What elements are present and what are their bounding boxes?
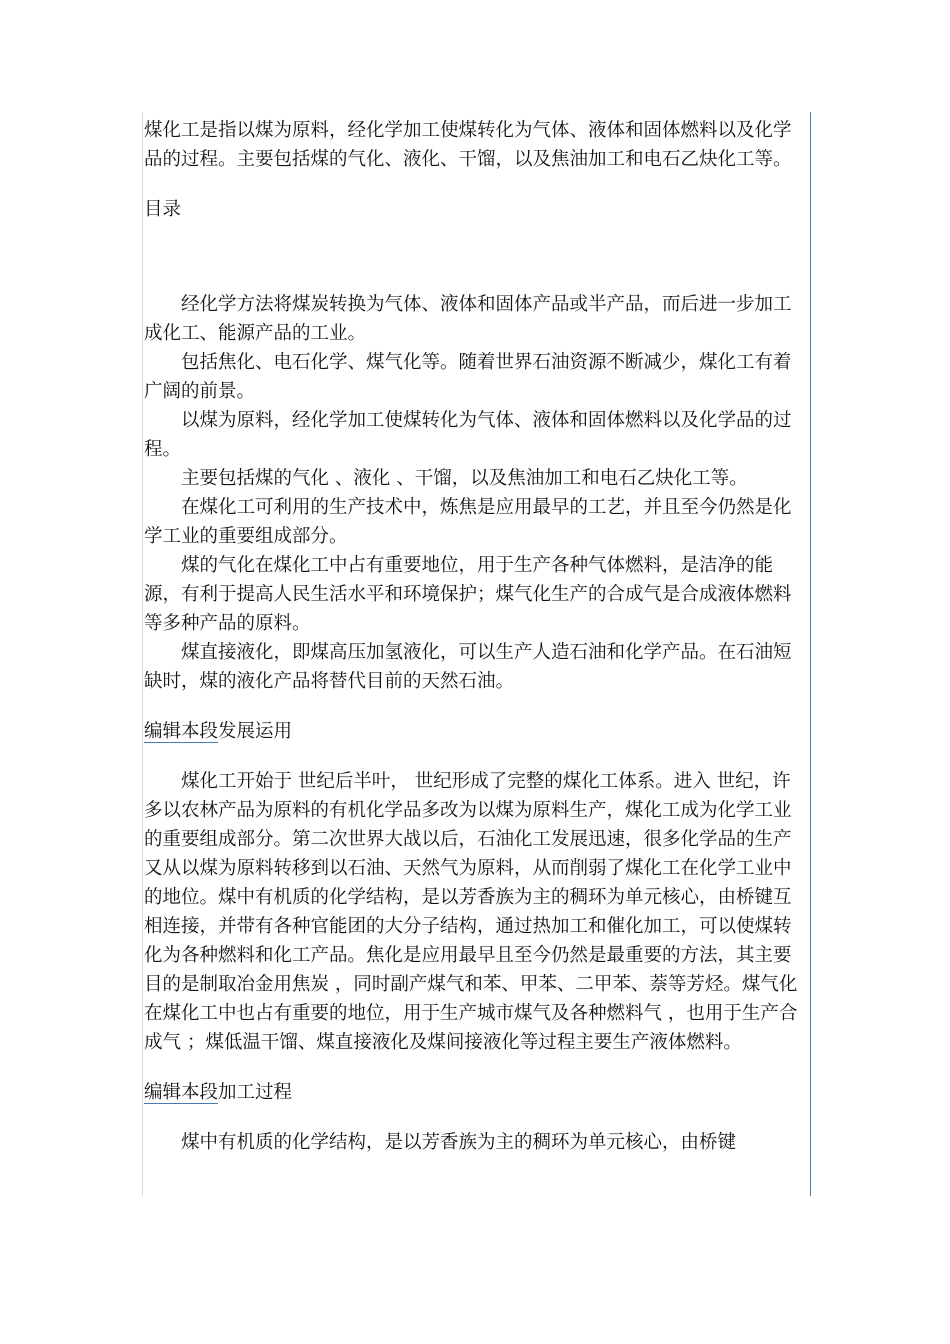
article-content	[144, 116, 808, 1157]
summary-paragraph: 主要包括煤的气化 、液化 、干馏，以及焦油加工和电石乙炔化工等。	[181, 468, 748, 489]
summary-paragraph: 以煤为原料，经化学加工使煤转化为气体、液体和固体燃料以及化学品的过程。	[144, 410, 792, 460]
edit-section-link[interactable]: 编辑本段	[144, 721, 219, 742]
section-body: 煤中有机质的化学结构，是以芳香族为主的稠环为单元核心，由桥键	[181, 1132, 737, 1153]
section-title: 发展运用	[218, 721, 293, 742]
summary-paragraph: 煤直接液化，即煤高压加氢液化，可以生产人造石油和化学产品。在石油短缺时，煤的液化产品将替代目前的天然石油。	[144, 642, 792, 692]
section-title: 加工过程	[218, 1082, 293, 1103]
section-heading-development	[144, 717, 808, 746]
section-heading-process	[144, 1078, 808, 1107]
edit-section-link[interactable]: 编辑本段	[144, 1082, 219, 1103]
intro-paragraph: 煤化工是指以煤为原料，经化学加工使煤转化为气体、液体和固体燃料以及化学品的过程。主要包括煤的气化、液化、干馏，以及焦油加工和电石乙炔化工等。	[144, 120, 792, 170]
summary-paragraph: 煤的气化在煤化工中占有重要地位，用于生产各种气体燃料，是洁净的能源，有利于提高人民生活水平和环境保护；煤气化生产的合成气是合成液体燃料等多种产品的原料。	[144, 555, 792, 634]
section-body: 煤化工开始于 世纪后半叶， 世纪形成了完整的煤化工体系。进入 世纪，许多以农林产品为原料的有机化学品多改为以煤为原料生产，煤化工成为化学工业的重要组成部分。第二次世界大战以后，石油化工发展迅速，很多化学品的生产又从以煤为原料转移到以石油、天然气为原料，从而削弱了煤化工在化学工业中的地位。煤中有机质的化学结构，是以芳香族为主的稠环为单元核心，由桥键互相连接，并带有各种官能团的大分子结构，通过热加工和催化加工，可以使煤转化为各种燃料和化工产品。焦化是应用最早且至今仍然是最重要的方法，其主要目的是制取冶金用焦炭 ，同时副产煤气和苯、甲苯、二甲苯、萘等芳烃。煤气化在煤化工中也占有重要的地位，用于生产城市煤气及各种燃料气 ，也用于生产合成气 ；煤低温干馏、煤直接液化及煤间接液化等过程主要生产液体燃料。	[144, 771, 798, 1053]
summary-paragraph: 经化学方法将煤炭转换为气体、液体和固体产品或半产品，而后进一步加工成化工、能源产品的工业。	[144, 294, 792, 344]
summary-paragraph: 在煤化工可利用的生产技术中，炼焦是应用最早的工艺，并且至今仍然是化学工业的重要组成部分。	[144, 497, 792, 547]
summary-paragraph: 包括焦化、电石化学、煤气化等。随着世界石油资源不断减少，煤化工有着广阔的前景。	[144, 352, 792, 402]
toc-label[interactable]: 目录	[144, 199, 182, 220]
